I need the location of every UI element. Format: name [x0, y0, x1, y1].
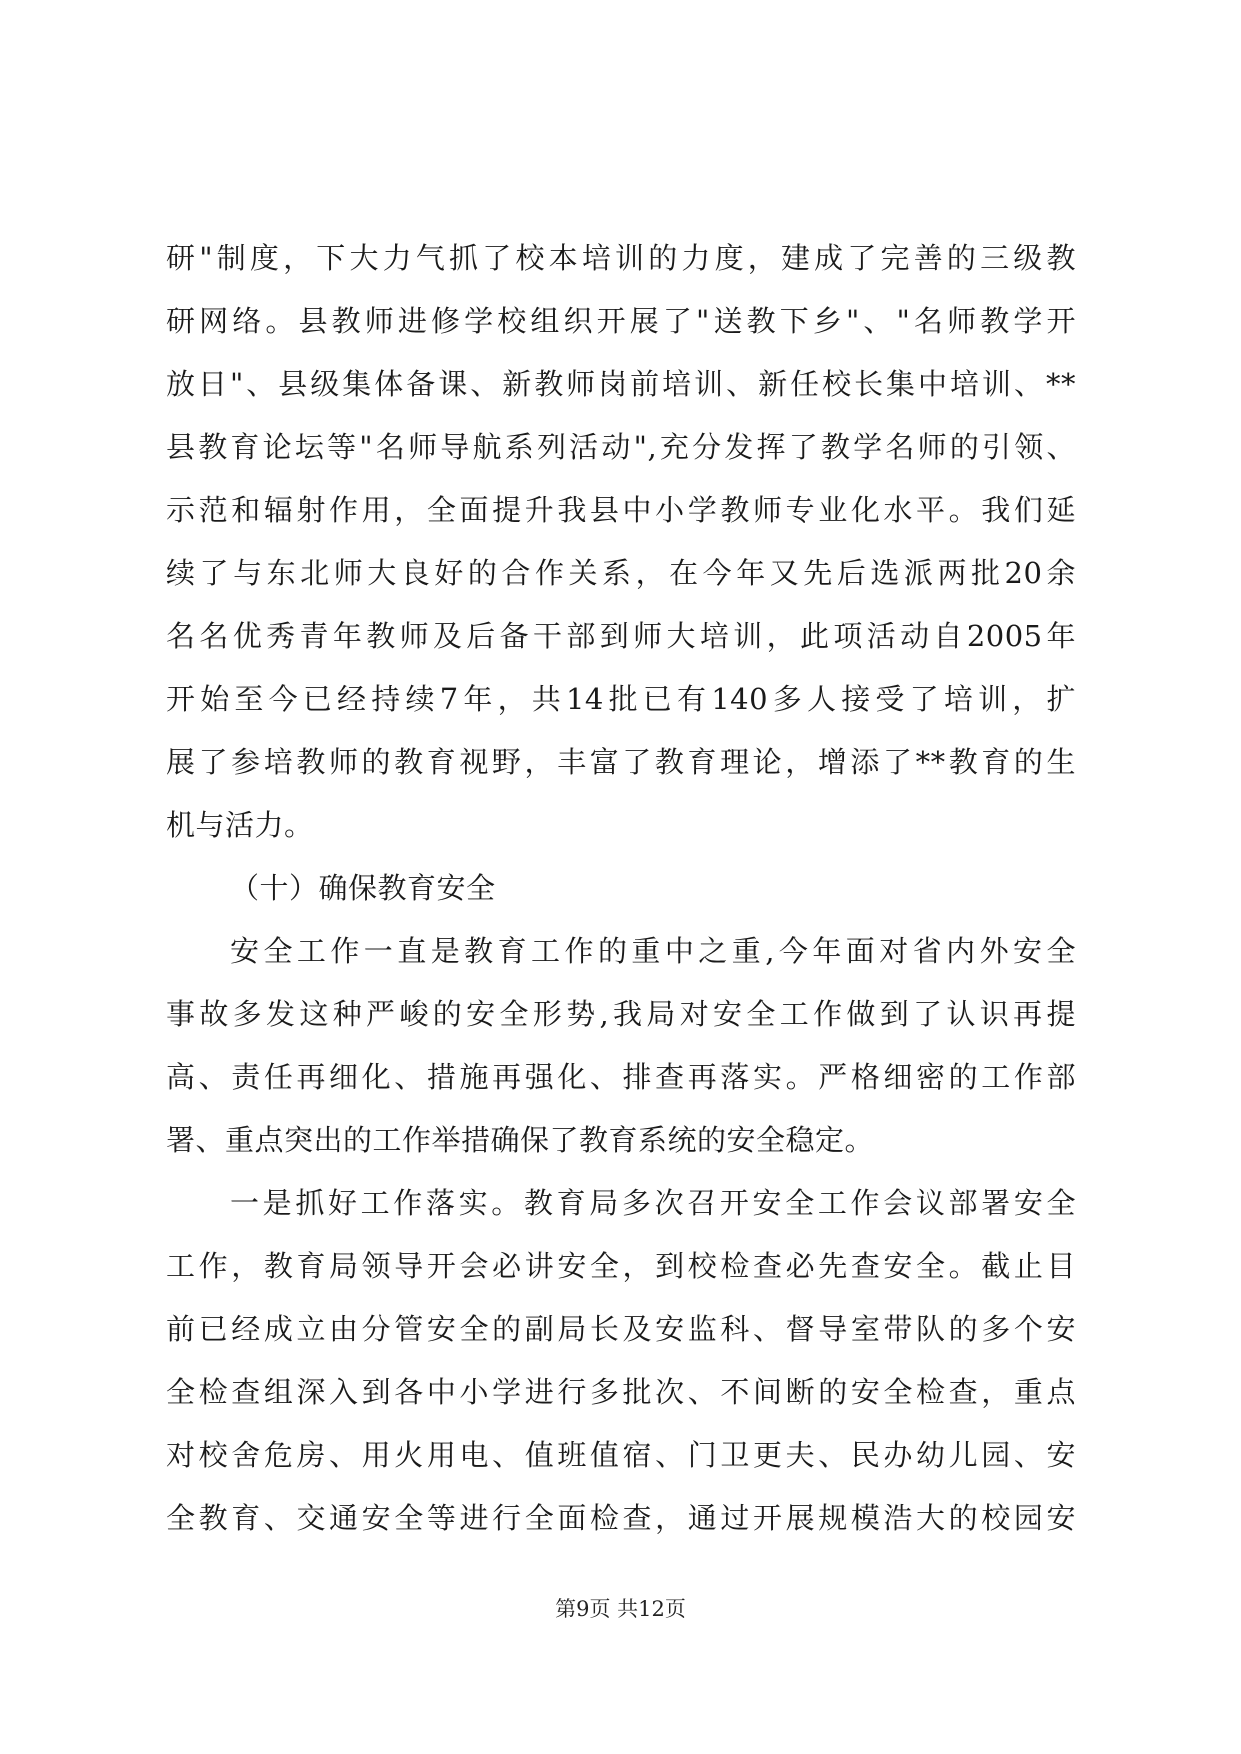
text-line: 展了参培教师的教育视野，丰富了教育理论，增添了**教育的生	[166, 745, 1076, 779]
paragraph-work-implementation	[166, 1172, 1076, 1550]
text-line: 续了与东北师大良好的合作关系，在今年又先后选派两批20余	[166, 556, 1076, 590]
paragraph-teacher-training	[166, 227, 1076, 857]
text-line: 名名优秀青年教师及后备干部到师大培训，此项活动自2005年	[166, 619, 1076, 653]
document-body	[166, 227, 1076, 1550]
text-line: 一是抓好工作落实。教育局多次召开安全工作会议部署安全	[230, 1186, 1076, 1220]
paragraph-safety-overview	[166, 920, 1076, 1172]
page-footer: 第9页 共12页	[555, 1597, 686, 1621]
text-line: 示范和辐射作用，全面提升我县中小学教师专业化水平。我们延	[166, 493, 1076, 527]
text-line: 全检查组深入到各中小学进行多批次、不间断的安全检查，重点	[166, 1375, 1076, 1409]
text-line: 放日"、县级集体备课、新教师岗前培训、新任校长集中培训、**	[166, 367, 1076, 401]
text-line: 研"制度，下大力气抓了校本培训的力度，建成了完善的三级教	[166, 241, 1076, 275]
text-line: 工作，教育局领导开会必讲安全，到校检查必先查安全。截止目	[166, 1249, 1076, 1283]
text-line: 全教育、交通安全等进行全面检查，通过开展规模浩大的校园安	[166, 1501, 1076, 1535]
section-heading: （十）确保教育安全	[230, 871, 496, 905]
text-line: 前已经成立由分管安全的副局长及安监科、督导室带队的多个安	[166, 1312, 1076, 1346]
text-line: 署、重点突出的工作举措确保了教育系统的安全稳定。	[166, 1123, 875, 1157]
text-line: 事故多发这种严峻的安全形势,我局对安全工作做到了认识再提	[166, 997, 1076, 1031]
text-line: 开始至今已经持续7年，共14批已有140多人接受了培训，扩	[166, 682, 1076, 716]
text-line: 研网络。县教师进修学校组织开展了"送教下乡"、"名师教学开	[166, 304, 1076, 338]
text-line: 县教育论坛等"名师导航系列活动",充分发挥了教学名师的引领、	[166, 430, 1076, 464]
text-line: 机与活力。	[166, 808, 314, 842]
text-line: 对校舍危房、用火用电、值班值宿、门卫更夫、民办幼儿园、安	[166, 1438, 1076, 1472]
text-line: 安全工作一直是教育工作的重中之重,今年面对省内外安全	[230, 934, 1076, 968]
text-line: 高、责任再细化、措施再强化、排查再落实。严格细密的工作部	[166, 1060, 1076, 1094]
